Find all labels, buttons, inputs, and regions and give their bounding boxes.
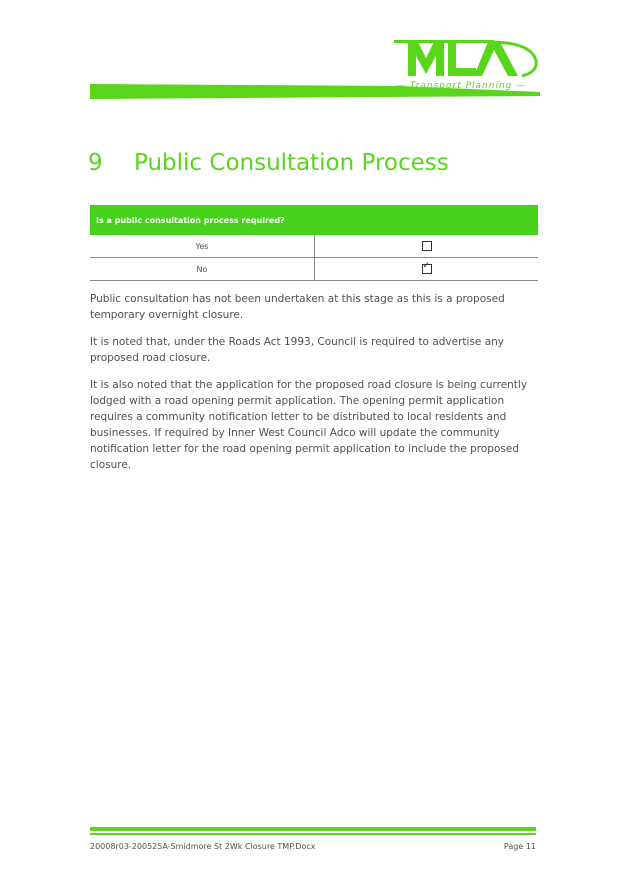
logo-tagline: — Transport Planning — bbox=[396, 81, 527, 91]
footer-filename: 20008r03-200525A-Smidmore St 2Wk Closure TMP.Docx bbox=[90, 842, 316, 851]
footer-divider bbox=[90, 827, 536, 831]
footer-page-number: Page 11 bbox=[503, 842, 536, 851]
paragraph-permit: It is also noted that the application for the proposed road closure is being currently lodged with a road opening permit application. The opening permit application requires a community notification letter to be distributed to local residents and businesses. If required by Inner West Council Adco will update the community notification letter for the road opening permit application to include the proposed closure. bbox=[90, 379, 528, 471]
consultation-table bbox=[90, 205, 538, 281]
row-checkbox-cell bbox=[315, 258, 539, 281]
table-question: Is a public consultation process required? bbox=[90, 205, 538, 235]
table-row bbox=[90, 258, 538, 281]
section-title: Public Consultation Process bbox=[134, 150, 449, 176]
footer-divider-thin bbox=[90, 833, 536, 835]
paragraph-consultation: Public consultation has not been undertaken at this stage as this is a proposed temporary overnight closure. bbox=[90, 293, 505, 321]
section-heading bbox=[88, 150, 449, 176]
checkbox-unchecked-icon bbox=[422, 241, 432, 251]
checkbox-checked-icon: ✓ bbox=[422, 264, 432, 274]
section-number: 9 bbox=[88, 150, 103, 176]
table-row bbox=[90, 235, 538, 258]
row-checkbox-cell bbox=[315, 235, 539, 258]
row-label-yes: Yes bbox=[90, 235, 315, 258]
paragraph-roads-act: It is noted that, under the Roads Act 1993, Council is required to advertise any proposed road closure. bbox=[90, 336, 505, 364]
row-label-no: No bbox=[90, 258, 315, 281]
